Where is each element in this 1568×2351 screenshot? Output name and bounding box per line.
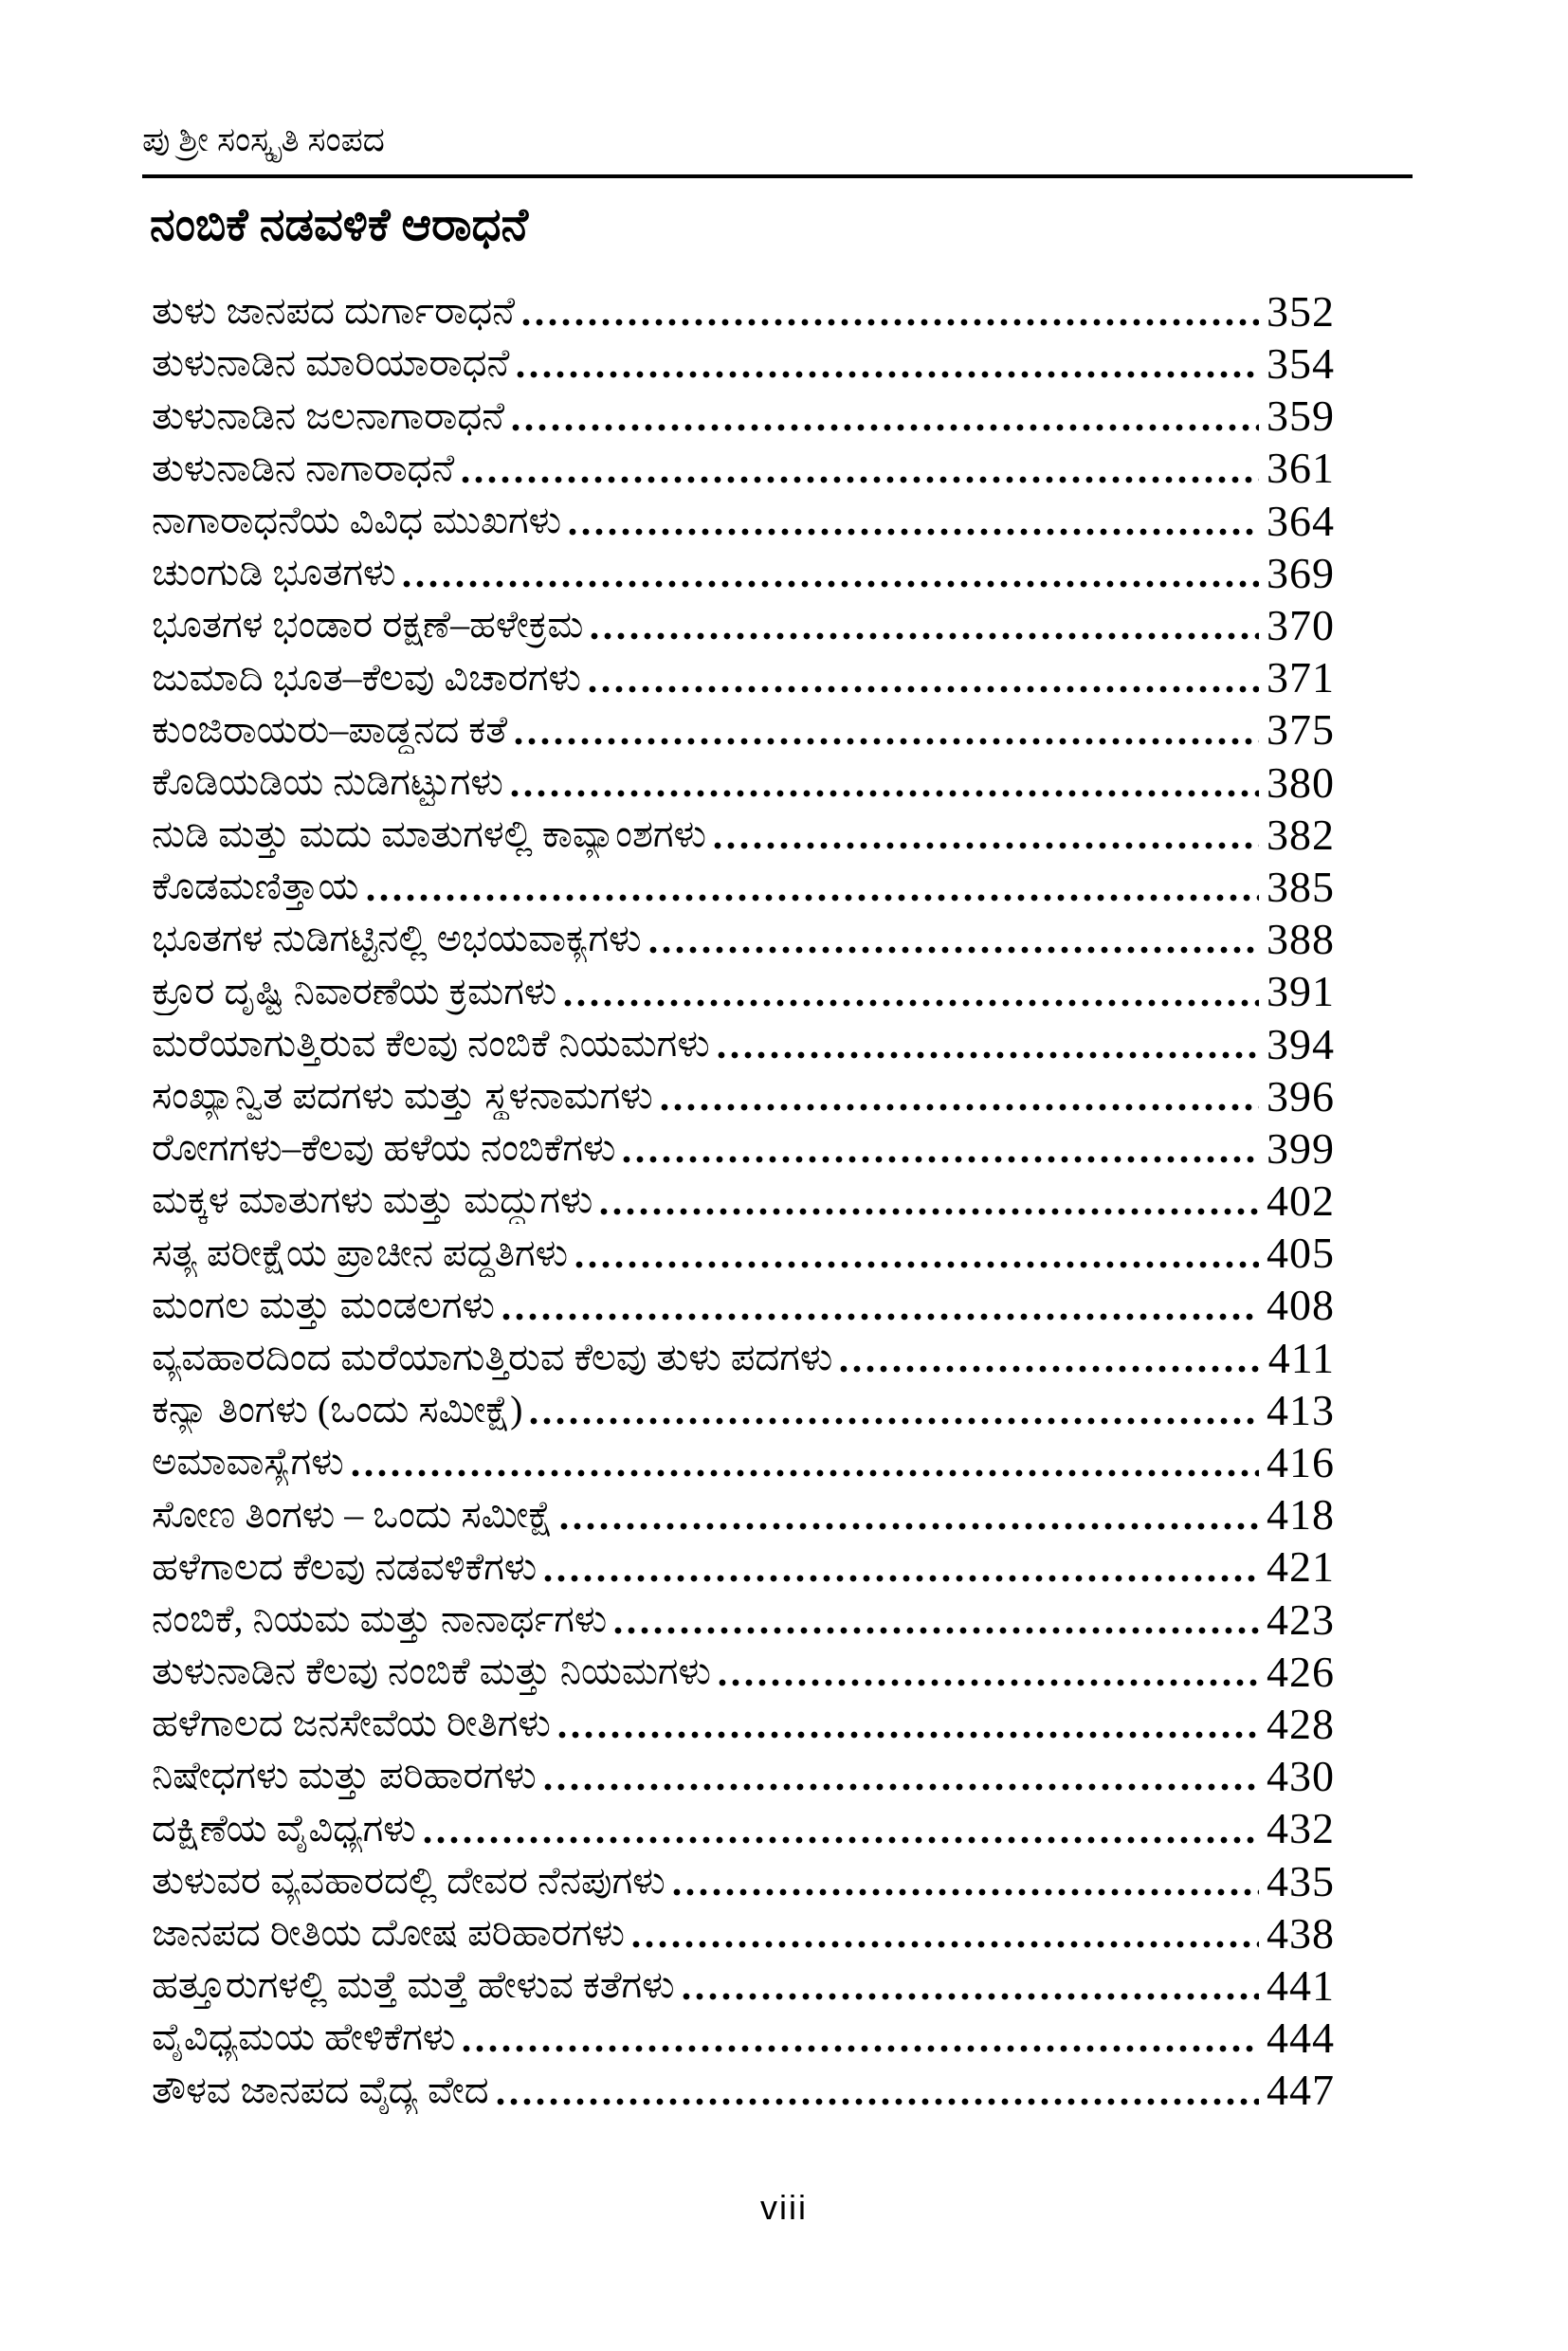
- toc-entry: [152, 1591, 1335, 1643]
- toc-entry-title: ಭೂತಗಳ ನುಡಿಗಟ್ಟಿನಲ್ಲಿ ಅಭಯವಾಕ್ಯಗಳು: [152, 917, 642, 960]
- dotted-leader: [560, 1522, 1259, 1530]
- toc-entry-page: 370: [1267, 601, 1335, 649]
- dotted-leader: [558, 1731, 1259, 1739]
- toc-entry-title: ತುಳುನಾಡಿನ ನಾಗಾರಾಧನೆ: [152, 446, 455, 489]
- toc-entry-page: 380: [1267, 757, 1335, 806]
- toc-entry-title: ಮಂಗಲ ಮತ್ತು ಮಂಡಲಗಳು: [152, 1283, 495, 1326]
- dotted-leader: [403, 580, 1259, 588]
- dotted-leader: [463, 2045, 1259, 2052]
- toc-entry-title: ಹತ್ತೂರುಗಳಲ್ಲಿ ಮತ್ತೆ ಮತ್ತೆ ಹೇಳುವ ಕತೆಗಳು: [152, 1963, 675, 2007]
- toc-entry-page: 413: [1267, 1385, 1335, 1434]
- dotted-leader: [569, 528, 1259, 536]
- toc-entry: [152, 596, 1335, 648]
- toc-entry-title: ವ್ಯವಹಾರದಿಂದ ಮರೆಯಾಗುತ್ತಿರುವ ಕೆಲವು ತುಳು ಪದಗಳು: [152, 1335, 833, 1378]
- toc-entry: [152, 282, 1335, 335]
- toc-entry: [152, 1120, 1335, 1172]
- toc-entry-page: 432: [1267, 1804, 1335, 1852]
- toc-entry-title: ಕೊಡಮಣಿತ್ತಾಯ: [152, 865, 359, 908]
- dotted-leader: [589, 685, 1259, 693]
- toc-entry: [152, 1852, 1335, 1904]
- toc-entry-title: ತುಳು ಜಾನಪದ ದುರ್ಗಾರಾಧನೆ: [152, 289, 516, 333]
- toc-entry-page: 371: [1267, 653, 1335, 702]
- toc-entry: [152, 1799, 1335, 1851]
- toc-entry-title: ಕ್ರೂರ ದೃಷ್ಟಿ ನಿವಾರಣೆಯ ಕ್ರಮಗಳು: [152, 969, 557, 1012]
- toc-entry: [152, 806, 1335, 858]
- toc-entry: [152, 387, 1335, 439]
- toc-entry-page: 416: [1267, 1438, 1335, 1486]
- toc-entry-title: ಸೋಣ ತಿಂಗಳು – ಒಂದು ಸಮೀಕ್ಷೆ: [152, 1492, 554, 1536]
- toc-entry: [152, 754, 1335, 806]
- dotted-leader: [840, 1365, 1260, 1373]
- toc-entry-page: 438: [1267, 1908, 1335, 1957]
- toc-entry: [152, 1539, 1335, 1591]
- toc-entry: [152, 2009, 1335, 2061]
- page-number: viii: [760, 2188, 808, 2227]
- dotted-leader: [352, 1469, 1259, 1477]
- dotted-leader: [424, 1836, 1259, 1844]
- toc-entry-page: 426: [1267, 1647, 1335, 1696]
- dotted-leader: [462, 476, 1259, 483]
- toc-entry-page: 435: [1267, 1856, 1335, 1904]
- toc-entry-title: ಸಂಖ್ಯಾನ್ವಿತ ಪದಗಳು ಮತ್ತು ಸ್ಥಳನಾಮಗಳು: [152, 1074, 653, 1117]
- toc-entry-page: 359: [1267, 392, 1335, 440]
- toc-entry: [152, 962, 1335, 1014]
- toc-entry-page: 423: [1267, 1595, 1335, 1643]
- toc-entry-title: ತುಳುವರ ವ್ಯವಹಾರದಲ್ಲಿ ದೇವರ ನೆನಪುಗಳು: [152, 1858, 665, 1902]
- section-title: ನಂಬಿಕೆ ನಡವಳಿಕೆ ಆರಾಧನೆ: [150, 200, 529, 250]
- toc-entry-title: ಜುಮಾದಿ ಭೂತ–ಕೆಲವು ವಿಚಾರಗಳು: [152, 655, 581, 699]
- toc-entry-page: 428: [1267, 1699, 1335, 1748]
- toc-entry-page: 441: [1267, 1960, 1335, 2010]
- toc-entry: [152, 2061, 1335, 2113]
- toc-entry-title: ಹಳೆಗಾಲದ ಜನಸೇವೆಯ ರೀತಿಗಳು: [152, 1702, 551, 1745]
- dotted-leader: [614, 1627, 1259, 1634]
- toc-entry-title: ಕನ್ಯಾ ತಿಂಗಳು (ಒಂದು ಸಮೀಕ್ಷೆ): [152, 1388, 523, 1431]
- toc-entry-title: ತುಳುನಾಡಿನ ಮಾರಿಯಾರಾಧನೆ: [152, 341, 510, 385]
- toc-entry-page: 430: [1267, 1752, 1335, 1800]
- toc-entry-title: ಮಕ್ಕಳ ಮಾತುಗಳು ಮತ್ತು ಮದ್ದುಗಳು: [152, 1178, 593, 1222]
- toc-entry-page: 375: [1267, 705, 1335, 754]
- toc-entry: [152, 544, 1335, 596]
- toc-entry: [152, 648, 1335, 701]
- toc-entry: [152, 1904, 1335, 1957]
- toc-entry-page: 354: [1267, 339, 1335, 388]
- toc-entry-title: ಭೂತಗಳ ಭಂಡಾರ ರಕ್ಷಣೆ–ಹಳೇಕ್ರಮ: [152, 603, 584, 647]
- toc-entry-page: 402: [1267, 1176, 1335, 1225]
- dotted-leader: [632, 1941, 1259, 1948]
- toc-entry: [152, 858, 1335, 910]
- toc-entry-title: ತುಳುನಾಡಿನ ಕೆಲವು ನಂಬಿಕೆ ಮತ್ತು ನಿಯಮಗಳು: [152, 1649, 711, 1693]
- toc-entry-page: 388: [1267, 915, 1335, 963]
- toc-entry: [152, 1329, 1335, 1381]
- running-header: ಪು ಶ್ರೀ ಸಂಸ್ಕೃತಿ ಸಂಪದ: [142, 120, 385, 158]
- dotted-leader: [600, 1208, 1259, 1215]
- toc-entry-page: 408: [1267, 1281, 1335, 1329]
- toc-entry-page: 382: [1267, 810, 1335, 859]
- toc-entry-title: ರೋಗಗಳು–ಕೆಲವು ಹಳೆಯ ನಂಬಿಕೆಗಳು: [152, 1126, 616, 1170]
- toc-entry: [152, 1224, 1335, 1276]
- toc-entry: [152, 335, 1335, 387]
- dotted-leader: [530, 1417, 1259, 1425]
- dotted-leader: [511, 790, 1259, 797]
- dotted-leader: [367, 894, 1259, 902]
- toc-entry-title: ತುಳುನಾಡಿನ ಜಲನಾಗಾರಾಧನೆ: [152, 393, 505, 437]
- dotted-leader: [515, 738, 1259, 745]
- dotted-leader: [575, 1261, 1259, 1268]
- toc-entry-page: 385: [1267, 862, 1335, 911]
- toc-entry-title: ನಾಗಾರಾಧನೆಯ ವಿವಿಧ ಮುಖಗಳು: [152, 498, 562, 541]
- toc-entry: [152, 1695, 1335, 1747]
- header-rule: [142, 174, 1413, 178]
- toc-entry-page: 394: [1267, 1019, 1335, 1067]
- toc-entry: [152, 1015, 1335, 1067]
- dotted-leader: [497, 2098, 1259, 2105]
- toc-entry-title: ನಂಬಿಕೆ, ನಿಯಮ ಮತ್ತು ನಾನಾರ್ಥಗಳು: [152, 1596, 608, 1640]
- dotted-leader: [714, 842, 1259, 849]
- toc-entry-page: 405: [1267, 1229, 1335, 1277]
- toc-entry-title: ಅಮಾವಾಸ್ಯೆಗಳು: [152, 1440, 344, 1484]
- toc-entry: [152, 1643, 1335, 1695]
- toc-entry-page: 411: [1267, 1333, 1335, 1381]
- toc-entry: [152, 440, 1335, 492]
- toc-entry: [152, 1381, 1335, 1433]
- toc-entry-title: ಹಳೆಗಾಲದ ಕೆಲವು ನಡವಳಿಕೆಗಳು: [152, 1544, 538, 1588]
- toc-entry-title: ಮರೆಯಾಗುತ್ತಿರುವ ಕೆಲವು ನಂಬಿಕೆ ನಿಯಮಗಳು: [152, 1021, 710, 1065]
- dotted-leader: [591, 632, 1259, 640]
- toc-entry-title: ದಕ್ಷಿಣೆಯ ವೈವಿಧ್ಯಗಳು: [152, 1806, 416, 1850]
- dotted-leader: [502, 1313, 1259, 1321]
- toc-entry: [152, 910, 1335, 962]
- toc-entry-page: 418: [1267, 1490, 1335, 1539]
- toc-entry-title: ಕೊಡಿಯಡಿಯ ನುಡಿಗಟ್ಟುಗಳು: [152, 759, 503, 803]
- toc-entry-page: 364: [1267, 496, 1335, 544]
- toc-entry: [152, 1067, 1335, 1120]
- toc-entry-page: 399: [1267, 1123, 1335, 1173]
- toc-entry-title: ನಿಷೇಧಗಳು ಮತ್ತು ಪರಿಹಾರಗಳು: [152, 1754, 537, 1797]
- toc-entry: [152, 1172, 1335, 1224]
- dotted-leader: [673, 1888, 1259, 1896]
- dotted-leader: [544, 1783, 1259, 1791]
- toc-entry: [152, 492, 1335, 544]
- toc-entry: [152, 1277, 1335, 1329]
- toc-entry-page: 391: [1267, 967, 1335, 1015]
- toc-entry: [152, 1957, 1335, 2009]
- toc-entry-page: 369: [1267, 548, 1335, 597]
- dotted-leader: [661, 1103, 1259, 1111]
- toc-entry-page: 361: [1267, 444, 1335, 492]
- toc-entry-page: 352: [1267, 286, 1335, 336]
- toc-entry-title: ಚುಂಗುಡಿ ಭೂತಗಳು: [152, 551, 396, 594]
- toc-list: [152, 282, 1335, 2114]
- toc-entry-page: 396: [1267, 1071, 1335, 1120]
- toc-entry-title: ಕುಂಜಿರಾಯರು–ಪಾಡ್ದನದ ಕತೆ: [152, 707, 508, 751]
- dotted-leader: [522, 319, 1259, 326]
- toc-entry: [152, 1747, 1335, 1799]
- toc-entry-page: 444: [1267, 2014, 1335, 2062]
- dotted-leader: [517, 371, 1259, 378]
- toc-entry-title: ತೌಳವ ಜಾನಪದ ವೈದ್ಯ ವೇದ: [152, 2068, 489, 2111]
- dotted-leader: [718, 1051, 1259, 1059]
- dotted-leader: [683, 1993, 1259, 2000]
- toc-entry-title: ನುಡಿ ಮತ್ತು ಮದು ಮಾತುಗಳಲ್ಲಿ ಕಾವ್ಯಾಂಶಗಳು: [152, 812, 706, 856]
- dotted-leader: [719, 1679, 1259, 1686]
- toc-entry-title: ಸತ್ಯ ಪರೀಕ್ಷೆಯ ಪ್ರಾಚೀನ ಪದ್ಧತಿಗಳು: [152, 1230, 569, 1274]
- toc-entry-title: ಜಾನಪದ ರೀತಿಯ ದೋಷ ಪರಿಹಾರಗಳು: [152, 1911, 625, 1954]
- dotted-leader: [564, 999, 1259, 1007]
- toc-entry-title: ವೈವಿಧ್ಯಮಯ ಹೇಳಿಕೆಗಳು: [152, 2015, 456, 2059]
- toc-entry: [152, 702, 1335, 754]
- dotted-leader: [623, 1156, 1259, 1163]
- dotted-leader: [649, 946, 1259, 954]
- dotted-leader: [544, 1575, 1259, 1582]
- dotted-leader: [512, 424, 1259, 431]
- toc-entry-page: 447: [1267, 2066, 1335, 2114]
- toc-entry: [152, 1485, 1335, 1538]
- toc-entry: [152, 1433, 1335, 1485]
- toc-entry-page: 421: [1267, 1542, 1335, 1591]
